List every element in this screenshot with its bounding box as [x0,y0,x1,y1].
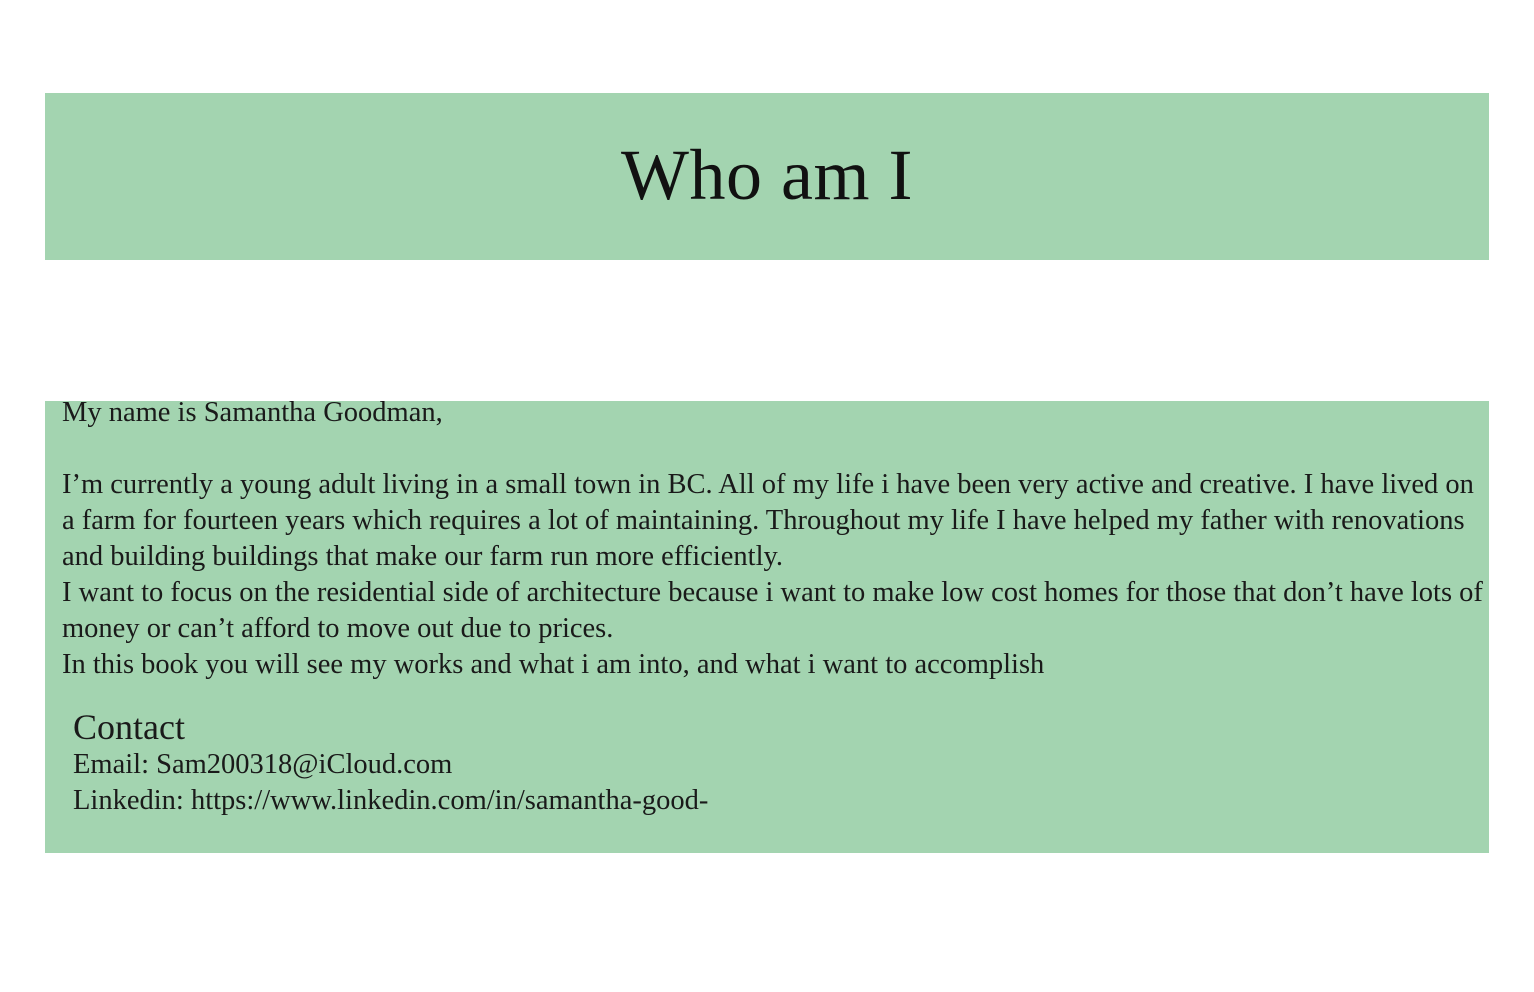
paragraph-spacer [62,431,1487,467]
contact-heading: Contact [73,707,185,747]
title-banner [45,93,1489,260]
bio-paragraph-focus: I want to focus on the residential side of architecture because i want to make low cost homes for those that don’t have lots of money or can’t afford to move out due to prices. [62,577,1483,644]
bio-paragraph-background: I’m currently a young adult living in a small town in BC. All of my life i have been very active and creative. I have lived on a farm for fourteen years which requires a lot of maintaining. Throughout my life I have helped my father with renovations and building buildings that make our farm run more efficiently. [62,469,1474,572]
contact-linkedin: Linkedin: https://www.linkedin.com/in/samantha-good- [73,785,709,816]
contact-section [73,707,1473,819]
bio-greeting: My name is Samantha Goodman, [62,397,443,428]
bio-text [62,395,1487,683]
contact-email: Email: Sam200318@iCloud.com [73,749,453,780]
bio-paragraph-book: In this book you will see my works and what i am into, and what i want to accomplish [62,649,1045,680]
page-title: Who am I [621,134,913,215]
bio-panel [45,397,1489,853]
